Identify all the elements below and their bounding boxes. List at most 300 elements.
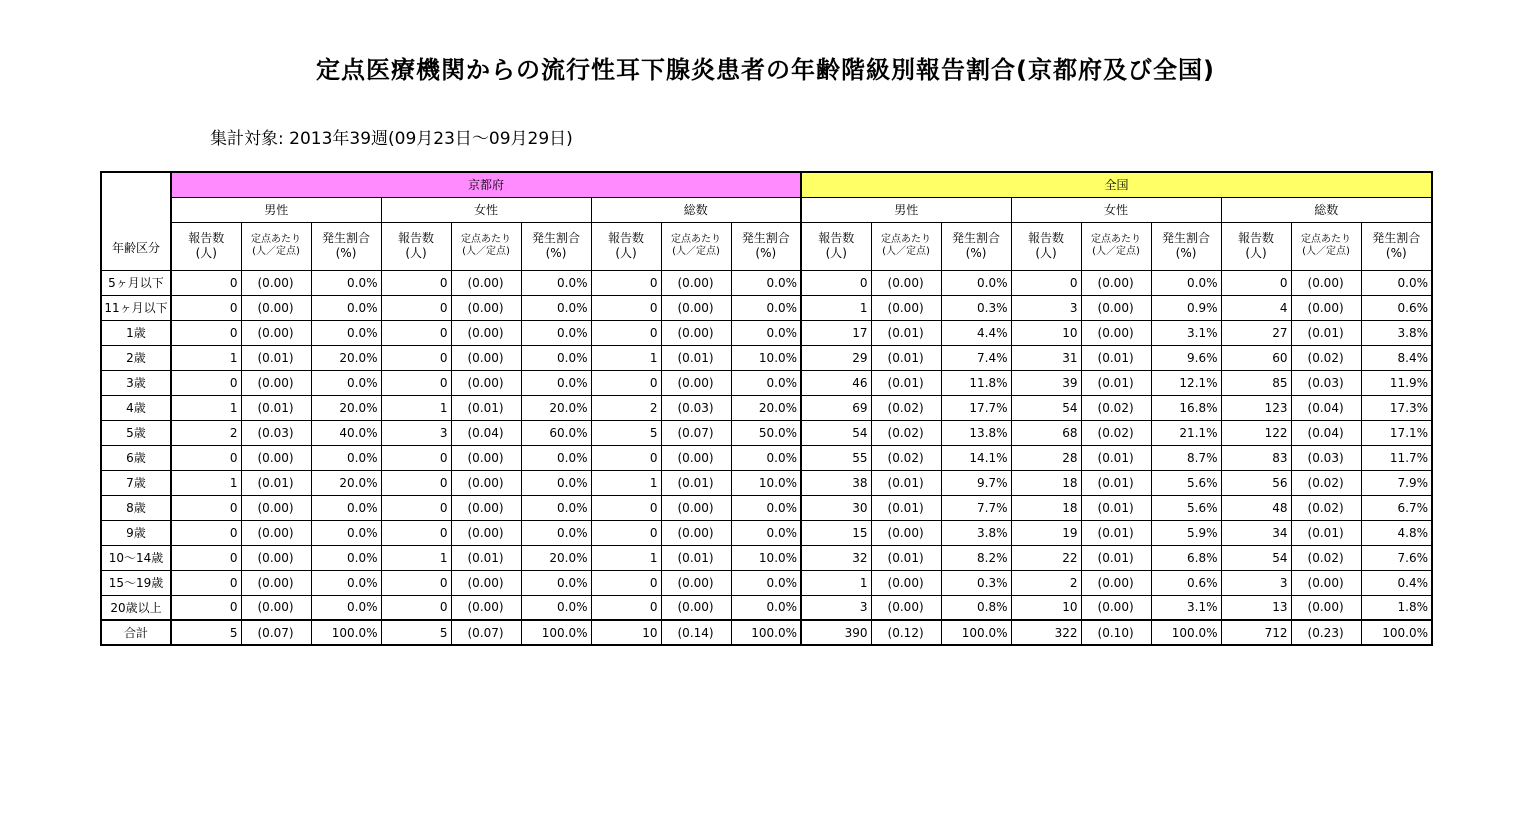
- share-percent: 3.1%: [1151, 595, 1221, 620]
- per-site-rate: (0.00): [871, 520, 941, 545]
- table-row: [101, 420, 1432, 445]
- col-header-line: (人): [1245, 246, 1267, 260]
- per-site-rate: (0.14): [661, 620, 731, 645]
- per-site-rate: (0.01): [1081, 470, 1151, 495]
- report-count: 54: [801, 420, 871, 445]
- share-percent: 40.0%: [311, 420, 381, 445]
- report-count: 0: [591, 495, 661, 520]
- share-percent: 0.0%: [521, 295, 591, 320]
- report-count: 22: [1011, 545, 1081, 570]
- report-count: 0: [171, 595, 241, 620]
- report-count: 0: [591, 295, 661, 320]
- share-percent: 0.0%: [521, 345, 591, 370]
- per-site-rate: (0.00): [661, 495, 731, 520]
- report-count: 1: [381, 545, 451, 570]
- share-percent: 0.0%: [521, 495, 591, 520]
- group-header-japan-2: 総数: [1221, 197, 1432, 222]
- per-site-rate: (0.00): [241, 370, 311, 395]
- col-header-line: 定点あたり: [881, 234, 932, 245]
- col-header-count: [1011, 222, 1081, 270]
- report-count: 2: [171, 420, 241, 445]
- report-count: 0: [1221, 270, 1291, 295]
- share-percent: 0.0%: [941, 270, 1011, 295]
- report-count: 0: [171, 320, 241, 345]
- per-site-rate: (0.00): [871, 570, 941, 595]
- col-header-share: [731, 222, 801, 270]
- report-count: 122: [1221, 420, 1291, 445]
- report-count: 10: [1011, 320, 1081, 345]
- col-header-line: 定点あたり: [1091, 234, 1142, 245]
- per-site-rate: (0.02): [871, 395, 941, 420]
- share-percent: 0.0%: [731, 520, 801, 545]
- report-count: 0: [171, 570, 241, 595]
- per-site-rate: (0.01): [1291, 520, 1361, 545]
- report-count: 54: [1221, 545, 1291, 570]
- per-site-rate: (0.01): [871, 320, 941, 345]
- per-site-rate: (0.01): [241, 470, 311, 495]
- share-percent: 100.0%: [1151, 620, 1221, 645]
- col-header-count: [801, 222, 871, 270]
- share-percent: 0.0%: [521, 320, 591, 345]
- col-header-line: 発生割合: [741, 231, 790, 245]
- report-count: 1: [801, 295, 871, 320]
- report-count: 1: [801, 570, 871, 595]
- per-site-rate: (0.00): [1081, 320, 1151, 345]
- per-site-rate: (0.02): [1081, 395, 1151, 420]
- col-header-line: 発生割合: [1372, 231, 1421, 245]
- report-count: 46: [801, 370, 871, 395]
- per-site-rate: (0.00): [451, 370, 521, 395]
- share-percent: 0.3%: [941, 295, 1011, 320]
- table-row: [101, 395, 1432, 420]
- report-count: 32: [801, 545, 871, 570]
- report-count: 69: [801, 395, 871, 420]
- share-percent: 20.0%: [521, 545, 591, 570]
- report-count: 28: [1011, 445, 1081, 470]
- share-percent: 10.0%: [731, 545, 801, 570]
- col-header-line: (人／定点): [882, 246, 930, 257]
- per-site-rate: (0.00): [241, 270, 311, 295]
- age-label: 合計: [101, 620, 171, 645]
- per-site-rate: (0.00): [1081, 570, 1151, 595]
- share-percent: 6.7%: [1361, 495, 1432, 520]
- per-site-rate: (0.01): [871, 345, 941, 370]
- per-site-rate: (0.00): [1081, 595, 1151, 620]
- col-header-line: (%): [1175, 246, 1197, 260]
- share-percent: 0.0%: [311, 295, 381, 320]
- col-header-line: 報告数: [188, 231, 225, 245]
- per-site-rate: (0.00): [661, 295, 731, 320]
- per-site-rate: (0.00): [661, 570, 731, 595]
- table-row: [101, 370, 1432, 395]
- per-site-rate: (0.00): [661, 320, 731, 345]
- share-percent: 100.0%: [521, 620, 591, 645]
- table-row: [101, 445, 1432, 470]
- share-percent: 7.7%: [941, 495, 1011, 520]
- report-count: 2: [591, 395, 661, 420]
- share-percent: 14.1%: [941, 445, 1011, 470]
- col-header-line: (%): [755, 246, 777, 260]
- col-header-line: 報告数: [818, 231, 855, 245]
- report-count: 0: [171, 370, 241, 395]
- age-label: 7歳: [101, 470, 171, 495]
- share-percent: 8.7%: [1151, 445, 1221, 470]
- report-count: 0: [381, 445, 451, 470]
- report-count: 39: [1011, 370, 1081, 395]
- per-site-rate: (0.02): [871, 445, 941, 470]
- per-site-rate: (0.01): [1081, 370, 1151, 395]
- age-label: 20歳以上: [101, 595, 171, 620]
- per-site-rate: (0.04): [1291, 420, 1361, 445]
- share-percent: 0.0%: [311, 595, 381, 620]
- per-site-rate: (0.00): [241, 495, 311, 520]
- per-site-rate: (0.01): [1081, 495, 1151, 520]
- per-site-rate: (0.00): [451, 295, 521, 320]
- share-percent: 4.4%: [941, 320, 1011, 345]
- age-label: 10～14歳: [101, 545, 171, 570]
- share-percent: 0.0%: [521, 470, 591, 495]
- per-site-rate: (0.00): [871, 595, 941, 620]
- share-percent: 100.0%: [311, 620, 381, 645]
- col-header-line: 定点あたり: [251, 234, 301, 245]
- report-count: 15: [801, 520, 871, 545]
- page-title: 定点医療機関からの流行性耳下腺炎患者の年齢階級別報告割合(京都府及び全国): [316, 56, 1215, 84]
- col-header-line: 発生割合: [952, 231, 1001, 245]
- age-label: 8歳: [101, 495, 171, 520]
- share-percent: 0.0%: [311, 495, 381, 520]
- report-count: 31: [1011, 345, 1081, 370]
- share-percent: 0.0%: [311, 445, 381, 470]
- share-percent: 8.2%: [941, 545, 1011, 570]
- per-site-rate: (0.00): [1291, 270, 1361, 295]
- col-header-per_site: [1081, 222, 1151, 270]
- share-percent: 16.8%: [1151, 395, 1221, 420]
- share-percent: 0.6%: [1151, 570, 1221, 595]
- share-percent: 20.0%: [521, 395, 591, 420]
- total-row: [101, 620, 1432, 645]
- report-count: 3: [1221, 570, 1291, 595]
- report-count: 0: [381, 345, 451, 370]
- per-site-rate: (0.00): [1081, 270, 1151, 295]
- col-header-line: (人／定点): [252, 246, 300, 257]
- report-count: 322: [1011, 620, 1081, 645]
- col-header-line: (人): [195, 246, 217, 260]
- col-header-line: 報告数: [607, 231, 644, 245]
- table-row: [101, 320, 1432, 345]
- report-count: 0: [381, 495, 451, 520]
- per-site-rate: (0.00): [1291, 595, 1361, 620]
- share-percent: 0.0%: [311, 370, 381, 395]
- per-site-rate: (0.02): [1291, 470, 1361, 495]
- report-count: 34: [1221, 520, 1291, 545]
- share-percent: 17.3%: [1361, 395, 1432, 420]
- age-label: 4歳: [101, 395, 171, 420]
- col-header-line: 報告数: [1028, 231, 1065, 245]
- per-site-rate: (0.01): [451, 545, 521, 570]
- share-percent: 0.0%: [731, 595, 801, 620]
- col-header-per_site: [661, 222, 731, 270]
- per-site-rate: (0.02): [1291, 495, 1361, 520]
- per-site-rate: (0.01): [241, 395, 311, 420]
- share-percent: 60.0%: [521, 420, 591, 445]
- share-percent: 0.0%: [1151, 270, 1221, 295]
- report-count: 0: [591, 320, 661, 345]
- col-header-count: [1221, 222, 1291, 270]
- per-site-rate: (0.02): [1291, 345, 1361, 370]
- share-percent: 20.0%: [311, 395, 381, 420]
- per-site-rate: (0.00): [451, 270, 521, 295]
- share-percent: 0.0%: [731, 445, 801, 470]
- share-percent: 0.0%: [311, 320, 381, 345]
- report-count: 0: [171, 495, 241, 520]
- per-site-rate: (0.00): [661, 370, 731, 395]
- share-percent: 5.6%: [1151, 495, 1221, 520]
- report-count: 0: [171, 545, 241, 570]
- age-label: 1歳: [101, 320, 171, 345]
- per-site-rate: (0.00): [451, 345, 521, 370]
- per-site-rate: (0.04): [451, 420, 521, 445]
- share-percent: 0.0%: [731, 570, 801, 595]
- per-site-rate: (0.00): [451, 470, 521, 495]
- report-count: 60: [1221, 345, 1291, 370]
- per-site-rate: (0.00): [871, 295, 941, 320]
- report-count: 2: [1011, 570, 1081, 595]
- share-percent: 0.0%: [731, 270, 801, 295]
- table-row: [101, 470, 1432, 495]
- share-percent: 0.0%: [311, 520, 381, 545]
- per-site-rate: (0.04): [1291, 395, 1361, 420]
- col-header-line: (人): [615, 246, 637, 260]
- share-percent: 0.0%: [311, 545, 381, 570]
- report-count: 55: [801, 445, 871, 470]
- report-count: 5: [591, 420, 661, 445]
- report-count: 54: [1011, 395, 1081, 420]
- share-percent: 0.0%: [521, 445, 591, 470]
- report-count: 0: [381, 570, 451, 595]
- report-count: 10: [591, 620, 661, 645]
- per-site-rate: (0.12): [871, 620, 941, 645]
- report-count: 1: [591, 545, 661, 570]
- group-header-kyoto-2: 総数: [591, 197, 801, 222]
- share-percent: 3.1%: [1151, 320, 1221, 345]
- report-count: 56: [1221, 470, 1291, 495]
- col-header-share: [1151, 222, 1221, 270]
- per-site-rate: (0.01): [661, 545, 731, 570]
- report-count: 0: [591, 370, 661, 395]
- share-percent: 50.0%: [731, 420, 801, 445]
- report-count: 0: [591, 520, 661, 545]
- per-site-rate: (0.01): [661, 470, 731, 495]
- share-percent: 7.6%: [1361, 545, 1432, 570]
- per-site-rate: (0.00): [661, 520, 731, 545]
- age-label: 3歳: [101, 370, 171, 395]
- per-site-rate: (0.00): [241, 570, 311, 595]
- report-count: 1: [591, 470, 661, 495]
- per-site-rate: (0.01): [871, 470, 941, 495]
- table-row: [101, 295, 1432, 320]
- share-percent: 0.0%: [521, 595, 591, 620]
- per-site-rate: (0.00): [451, 595, 521, 620]
- share-percent: 5.9%: [1151, 520, 1221, 545]
- share-percent: 1.8%: [1361, 595, 1432, 620]
- share-percent: 20.0%: [311, 470, 381, 495]
- report-count: 0: [591, 570, 661, 595]
- share-percent: 0.4%: [1361, 570, 1432, 595]
- report-count: 4: [1221, 295, 1291, 320]
- table-row: [101, 345, 1432, 370]
- share-percent: 0.9%: [1151, 295, 1221, 320]
- table-row: [101, 545, 1432, 570]
- per-site-rate: (0.00): [451, 445, 521, 470]
- share-percent: 6.8%: [1151, 545, 1221, 570]
- group-header-kyoto-0: 男性: [171, 197, 381, 222]
- per-site-rate: (0.00): [241, 595, 311, 620]
- report-count: 0: [381, 295, 451, 320]
- per-site-rate: (0.00): [241, 520, 311, 545]
- share-percent: 11.8%: [941, 370, 1011, 395]
- share-percent: 0.8%: [941, 595, 1011, 620]
- per-site-rate: (0.01): [871, 545, 941, 570]
- col-header-share: [521, 222, 591, 270]
- table-row: [101, 270, 1432, 295]
- per-site-rate: (0.07): [661, 420, 731, 445]
- col-header-line: 発生割合: [1162, 231, 1211, 245]
- report-count: 10: [1011, 595, 1081, 620]
- col-header-per_site: [241, 222, 311, 270]
- group-header-japan-0: 男性: [801, 197, 1011, 222]
- share-percent: 10.0%: [731, 345, 801, 370]
- share-percent: 20.0%: [731, 395, 801, 420]
- col-header-line: (人／定点): [672, 246, 720, 257]
- share-percent: 17.7%: [941, 395, 1011, 420]
- age-group-header: 年齢区分: [101, 172, 171, 270]
- col-header-line: 定点あたり: [1301, 234, 1352, 245]
- col-header-line: (人): [825, 246, 847, 260]
- share-percent: 7.9%: [1361, 470, 1432, 495]
- report-count: 5: [171, 620, 241, 645]
- report-count: 68: [1011, 420, 1081, 445]
- col-header-line: (%): [965, 246, 987, 260]
- report-count: 17: [801, 320, 871, 345]
- per-site-rate: (0.00): [1291, 570, 1361, 595]
- report-count: 0: [381, 520, 451, 545]
- report-count: 0: [381, 595, 451, 620]
- share-percent: 11.9%: [1361, 370, 1432, 395]
- share-percent: 0.3%: [941, 570, 1011, 595]
- share-percent: 7.4%: [941, 345, 1011, 370]
- report-count: 0: [381, 370, 451, 395]
- share-percent: 0.6%: [1361, 295, 1432, 320]
- report-count: 30: [801, 495, 871, 520]
- per-site-rate: (0.03): [1291, 445, 1361, 470]
- per-site-rate: (0.01): [1291, 320, 1361, 345]
- share-percent: 10.0%: [731, 470, 801, 495]
- table-row: [101, 570, 1432, 595]
- share-percent: 4.8%: [1361, 520, 1432, 545]
- report-count: 18: [1011, 495, 1081, 520]
- report-count: 0: [381, 470, 451, 495]
- per-site-rate: (0.02): [1081, 420, 1151, 445]
- age-label: 15～19歳: [101, 570, 171, 595]
- per-site-rate: (0.00): [661, 595, 731, 620]
- col-header-line: 発生割合: [531, 231, 580, 245]
- col-header-line: 発生割合: [321, 231, 370, 245]
- share-percent: 9.7%: [941, 470, 1011, 495]
- report-count: 27: [1221, 320, 1291, 345]
- per-site-rate: (0.03): [1291, 370, 1361, 395]
- per-site-rate: (0.00): [451, 495, 521, 520]
- share-percent: 0.0%: [311, 270, 381, 295]
- share-percent: 100.0%: [731, 620, 801, 645]
- col-header-line: 報告数: [1238, 231, 1275, 245]
- table-row: [101, 520, 1432, 545]
- per-site-rate: (0.00): [241, 545, 311, 570]
- age-label: 6歳: [101, 445, 171, 470]
- share-percent: 12.1%: [1151, 370, 1221, 395]
- age-distribution-table: [100, 171, 1433, 646]
- share-percent: 17.1%: [1361, 420, 1432, 445]
- report-count: 712: [1221, 620, 1291, 645]
- group-header-kyoto-1: 女性: [381, 197, 591, 222]
- share-percent: 0.0%: [731, 295, 801, 320]
- per-site-rate: (0.01): [1081, 345, 1151, 370]
- col-header-line: (人／定点): [1092, 246, 1140, 257]
- per-site-rate: (0.01): [661, 345, 731, 370]
- share-percent: 0.0%: [521, 270, 591, 295]
- report-count: 1: [381, 395, 451, 420]
- age-label: 11ヶ月以下: [101, 295, 171, 320]
- per-site-rate: (0.00): [241, 445, 311, 470]
- report-count: 48: [1221, 495, 1291, 520]
- per-site-rate: (0.00): [451, 520, 521, 545]
- report-count: 0: [171, 270, 241, 295]
- region-header-japan: 全国: [801, 172, 1432, 197]
- per-site-rate: (0.01): [1081, 445, 1151, 470]
- share-percent: 5.6%: [1151, 470, 1221, 495]
- report-count: 3: [801, 595, 871, 620]
- col-header-line: (人／定点): [1302, 246, 1350, 257]
- per-site-rate: (0.01): [871, 370, 941, 395]
- share-percent: 0.0%: [731, 320, 801, 345]
- per-site-rate: (0.00): [451, 320, 521, 345]
- report-count: 18: [1011, 470, 1081, 495]
- report-count: 0: [171, 520, 241, 545]
- report-count: 29: [801, 345, 871, 370]
- share-percent: 3.8%: [941, 520, 1011, 545]
- share-percent: 21.1%: [1151, 420, 1221, 445]
- share-percent: 8.4%: [1361, 345, 1432, 370]
- per-site-rate: (0.00): [871, 270, 941, 295]
- report-count: 0: [381, 270, 451, 295]
- report-count: 1: [171, 395, 241, 420]
- per-site-rate: (0.00): [451, 570, 521, 595]
- col-header-count: [171, 222, 241, 270]
- share-percent: 11.7%: [1361, 445, 1432, 470]
- share-percent: 0.0%: [1361, 270, 1432, 295]
- report-count: 0: [591, 270, 661, 295]
- col-header-line: (人／定点): [462, 246, 510, 257]
- col-header-per_site: [451, 222, 521, 270]
- report-count: 38: [801, 470, 871, 495]
- share-percent: 0.0%: [521, 570, 591, 595]
- per-site-rate: (0.01): [451, 395, 521, 420]
- col-header-line: (人): [1035, 246, 1057, 260]
- per-site-rate: (0.01): [241, 345, 311, 370]
- report-count: 3: [381, 420, 451, 445]
- report-count: 1: [591, 345, 661, 370]
- report-count: 13: [1221, 595, 1291, 620]
- table-row: [101, 595, 1432, 620]
